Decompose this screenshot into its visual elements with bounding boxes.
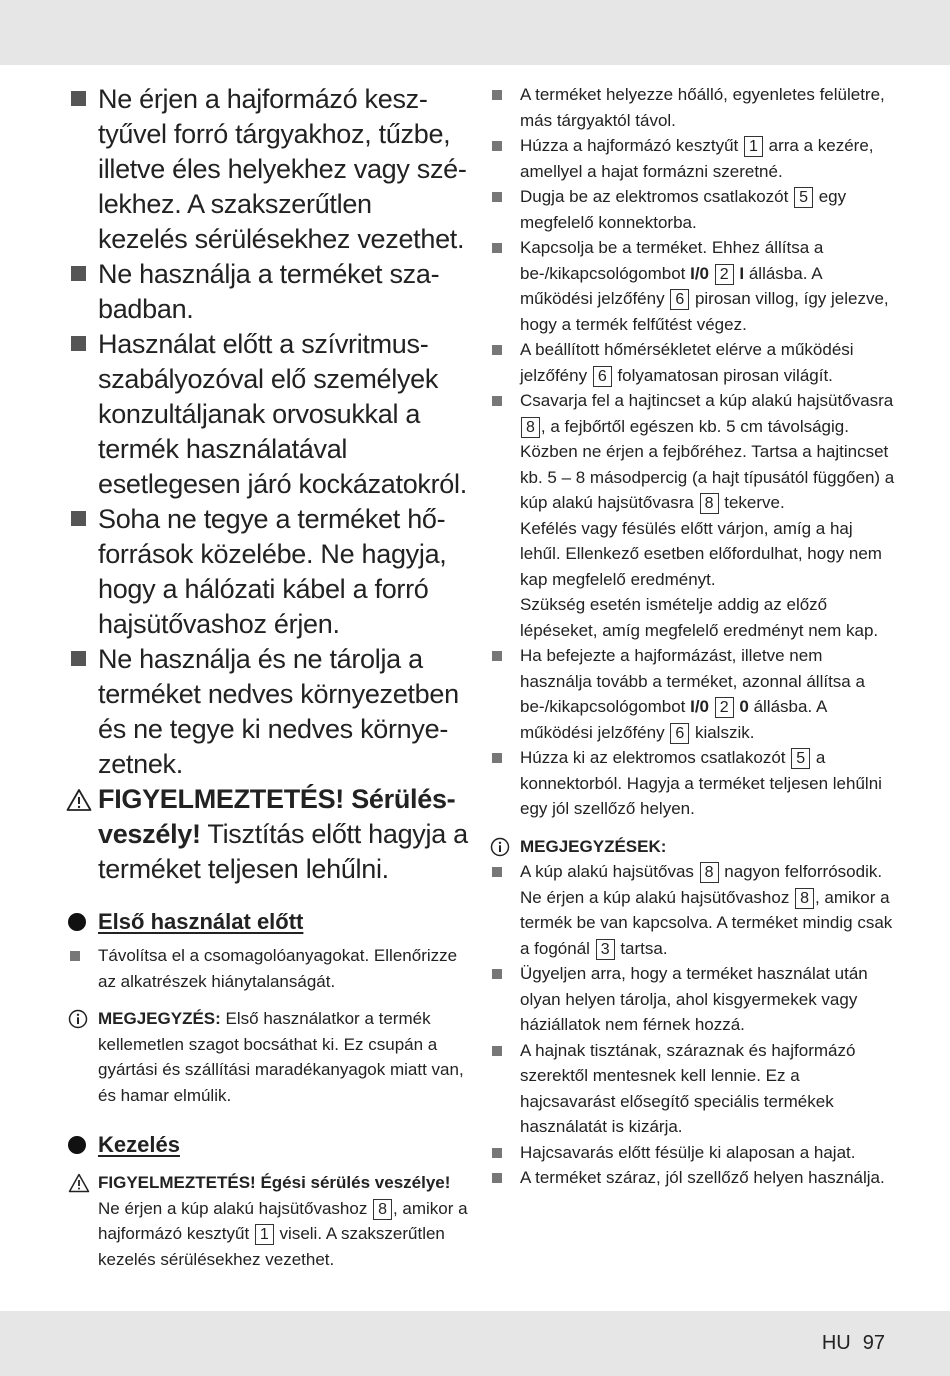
list-item-text: A hajnak tisztának, száraznak és hajformázó szerektől mentesnek kell lennie. Ez a hajcsavarást elősegítő speciális termékek használatát is kizárja. (520, 1040, 856, 1136)
part-number: 8 (521, 417, 540, 438)
list-item (490, 133, 895, 184)
list-item-text: , amikor a termék be van kapcsolva. A terméket mindig csak a fogónál (520, 887, 893, 958)
part-number: 6 (593, 366, 612, 387)
warning-text: viseli. A szakszerűtlen kezelés sérülésekhez vezethet. (98, 1224, 445, 1269)
list-item (490, 643, 895, 745)
list-item-text: Használat előtt a szívritmus-szabályozóval elő személyek konzultáljanak orvosukkal a termék használatával esetlegesen járó kockázatokról. (98, 329, 467, 499)
list-item-text: Távolítsa el a csomagolóanyagokat. Ellenőrizze az alkatrészek hiánytalanságát. (98, 946, 458, 991)
list-item (68, 642, 468, 782)
list-item-text: Húzza a hajformázó kesztyűt (520, 136, 743, 155)
list-item (490, 388, 895, 643)
square-bullet-icon (492, 141, 502, 151)
list-item-text: A kúp alakú hajsütővas (520, 862, 699, 881)
square-bullet-icon (71, 651, 86, 666)
list-item-text: , a fejbőrtől egészen kb. 5 cm távolságig. Közben ne érjen a fejbőréhez. Tartsa a hajtincset kb. 5 – 8 másodpercig (a hajt típusától függően) a kúp alakú hajsütővasra (520, 416, 895, 512)
bullet-dot-icon (68, 913, 86, 931)
switch-label: I/0 (690, 697, 709, 716)
part-number: 8 (700, 493, 719, 514)
square-bullet-icon (492, 753, 502, 763)
part-number: 1 (255, 1224, 274, 1245)
square-bullet-icon (492, 396, 502, 406)
list-item-text: A beállított hőmérsékletet elérve a működési jelzőfény (520, 340, 854, 385)
list-item (68, 257, 468, 327)
warning-label: FIGYELMEZTETÉS! Égési sérülés veszélye! (98, 1173, 451, 1192)
list-item (68, 82, 468, 257)
paragraph: Szükség esetén ismételje addig az előző lépéseket, amíg megfelelő eredményt nem kap. (520, 595, 879, 640)
part-number: 8 (795, 888, 814, 909)
bullet-dot-icon (68, 1136, 86, 1154)
square-bullet-icon (492, 1148, 502, 1158)
list-item (490, 1165, 895, 1191)
square-bullet-icon (492, 1046, 502, 1056)
part-number: 2 (715, 264, 734, 285)
part-number: 2 (715, 697, 734, 718)
part-number: 3 (596, 939, 615, 960)
list-item (68, 327, 468, 502)
square-bullet-icon (492, 1173, 502, 1183)
header-bar (0, 0, 950, 65)
language-code: HU (821, 1332, 851, 1354)
list-item (490, 1038, 895, 1140)
warning-triangle-icon (68, 1173, 90, 1193)
list-item (68, 502, 468, 642)
part-number: 8 (700, 862, 719, 883)
list-item-text: A terméket száraz, jól szellőző helyen használja. (520, 1168, 885, 1187)
square-bullet-icon (492, 243, 502, 253)
list-item (490, 1140, 895, 1166)
list-item (490, 235, 895, 337)
section-heading (68, 1130, 468, 1160)
square-bullet-icon (71, 511, 86, 526)
square-bullet-icon (492, 651, 502, 661)
notes-label: MEGJEGYZÉSEK: (520, 836, 667, 856)
list-item-text: Hajcsavarás előtt fésülje ki alaposan a hajat. (520, 1142, 856, 1162)
square-bullet-icon (71, 336, 86, 351)
list-item-text: nagyon felforrósodik. Ne érjen a kúp alakú hajsütővashoz (520, 862, 883, 907)
list-item-text: Soha ne tegye a terméket hőforrások közelébe. Ne hagyja, hogy a hálózati kábel a forró hajsütővashoz érjen. (98, 504, 447, 639)
list-item-text: Ha befejezte a hajformázást, illetve nem használja tovább a terméket, azonnal állítsa a be-/kikapcsológombot (520, 646, 865, 716)
list-item (490, 337, 895, 388)
list-item (490, 184, 895, 235)
list-item-text: kialszik. (690, 722, 755, 742)
list-item-text: a konnektorból. Hagyja a terméket teljesen lehűlni egy jól szellőző helyen. (520, 748, 882, 818)
warning-block (68, 1170, 468, 1272)
list-item-text: Húzza ki az elektromos csatlakozót (520, 748, 791, 767)
list-item-text: Dugja be az elektromos csatlakozót (520, 187, 794, 206)
list-item (490, 859, 895, 961)
square-bullet-icon (70, 951, 80, 961)
part-number: 5 (794, 187, 813, 208)
square-bullet-icon (492, 969, 502, 979)
part-number: 6 (670, 723, 689, 744)
note-text: Első használatkor a termék kellemetlen szagot bocsáthat ki. Ez csupán a gyártási és szállítási maradékanyagok miatt van, és hamar elmúlik. (98, 1009, 464, 1105)
warning-block (68, 782, 468, 887)
list-item-text: Ügyeljen arra, hogy a terméket használat után olyan helyen tárolja, ahol kisgyermekek vagy háziállatok nem férnek hozzá. (520, 964, 868, 1034)
square-bullet-icon (492, 192, 502, 202)
list-item-text: folyamatosan pirosan világít. (612, 365, 833, 385)
paragraph: Kefélés vagy fésülés előtt várjon, amíg a haj lehűl. Ellenkező esetben előfordulhat, hogy nem kap megfelelő eredményt. (520, 518, 882, 589)
warning-label: FIGYELMEZTETÉS! Sérülésveszély! (98, 784, 456, 849)
list-item (490, 745, 895, 822)
page-number: 97 (862, 1332, 885, 1354)
switch-position: 0 (739, 697, 749, 716)
list-item-text: állásba. A működési jelzőfény (520, 263, 822, 308)
right-column (490, 82, 895, 1191)
part-number: 8 (373, 1199, 392, 1220)
list-item (490, 961, 895, 1038)
square-bullet-icon (492, 90, 502, 100)
part-number: 5 (791, 748, 810, 769)
list-item (68, 943, 468, 994)
switch-label: I/0 (690, 263, 709, 283)
switch-position: I (739, 263, 745, 283)
warning-triangle-icon (66, 788, 92, 812)
list-item (490, 82, 895, 133)
square-bullet-icon (492, 867, 502, 877)
list-item-text: Csavarja fel a hajtincset a kúp alakú hajsütővasra (520, 391, 894, 410)
part-number: 6 (670, 289, 689, 310)
section-title: Kezelés (98, 1132, 180, 1157)
note-label: MEGJEGYZÉS: (98, 1009, 221, 1028)
info-icon (68, 1009, 88, 1029)
warning-text: , amikor a hajformázó kesztyűt (98, 1198, 468, 1243)
list-item-text: arra a kezére, amellyel a hajat formázni szeretné. (520, 136, 874, 181)
list-item-text: Ne használja és ne tárolja a terméket nedves környezetben és ne tegye ki nedves környezetnek. (98, 644, 459, 779)
notes-heading (490, 834, 895, 860)
note-block (68, 1006, 468, 1108)
list-item-text: tekerve. (719, 493, 785, 512)
warning-text: Tisztítás előtt hagyja a terméket teljesen lehűlni. (98, 819, 468, 884)
part-number: 1 (744, 136, 763, 157)
list-item-text: pirosan villog, így jelezve, hogy a termék felfűtést végez. (520, 289, 889, 334)
info-icon (490, 837, 510, 857)
list-item-text: A terméket helyezze hőálló, egyenletes felületre, más tárgyaktól távol. (520, 85, 885, 130)
list-item-text: Kapcsolja be a terméket. Ehhez állítsa a be-/kikapcsológombot (520, 238, 824, 283)
square-bullet-icon (492, 345, 502, 355)
section-title: Első használat előtt (98, 909, 304, 934)
list-item-text: állásba. A működési jelzőfény (520, 697, 827, 742)
left-column (68, 82, 468, 1272)
square-bullet-icon (71, 91, 86, 106)
page-footer (822, 1332, 885, 1355)
section-heading (68, 907, 468, 937)
square-bullet-icon (71, 266, 86, 281)
list-item-text: Ne érjen a hajformázó kesztyűvel forró tárgyakhoz, tűzbe, illetve éles helyekhez vagy szélekhez. A szakszerűtlen kezelés sérülésekhez vezethet. (98, 84, 467, 254)
footer-bar (0, 1311, 950, 1376)
list-item-text: tartsa. (615, 938, 668, 958)
list-item-text: Ne használja a terméket szabadban. (98, 259, 440, 324)
warning-text: Ne érjen a kúp alakú hajsütővashoz (98, 1198, 373, 1218)
list-item-text: egy megfelelő konnektorba. (520, 187, 847, 232)
